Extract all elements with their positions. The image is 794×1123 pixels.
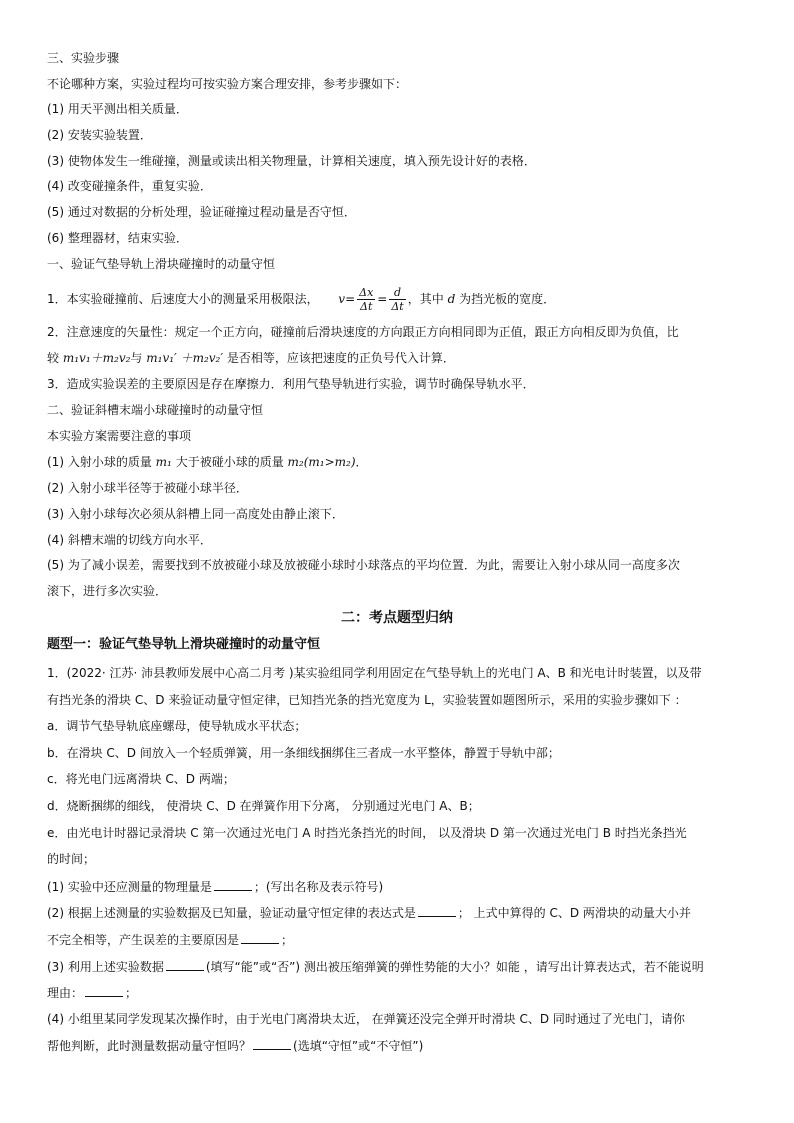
part2-note3: (3) 入射小球每次必须从斜槽上同一高度处由静止滚下． (47, 507, 344, 521)
part2-note2: (2) 入射小球半径等于被碰小球半径． (47, 481, 248, 495)
answer-blank-2[interactable] (418, 904, 456, 917)
answer-blank-3[interactable] (241, 931, 279, 944)
q1-step-b: b．在滑块 C、D 间放入一个轻质弹簧，用一条细线捆绑住三者成一水平整体，静置于导轨中部； (47, 746, 560, 760)
part1-point3: 3．造成实验误差的主要原因是存在摩擦力．利用气垫导轨进行实验，调节时确保导轨水平． (47, 377, 535, 391)
width-symbol: d (447, 292, 456, 306)
step-4: (4) 改变碰撞条件，重复实验． (47, 179, 212, 193)
answer-blank-4[interactable] (166, 958, 204, 971)
part2-note1: (1) 入射小球的质量 m₁ 大于被碰小球的质量 m₂(m₁>m₂)． (47, 455, 368, 469)
step-6: (6) 整理器材，结束实验． (47, 231, 188, 245)
part2-note5-line2: 滚下，进行多次实验． (47, 584, 168, 598)
part2-note4: (4) 斜槽末端的切线方向水平． (47, 533, 212, 547)
q1-stem-line1: 1．(2022· 江苏· 沛县教师发展中心高二月考 )某实验组同学利用固定在气垫导轨上的光电门 A、B 和光电计时装置，以及带 (47, 666, 702, 680)
q1-step-a: a．调节气垫导轨底座螺母，使导轨成水平状态； (47, 719, 307, 733)
step-1: (1) 用天平测出相关质量． (47, 102, 188, 116)
q1-sub2-line2: 不完全相等，产生误差的主要原因是 ； (47, 933, 294, 947)
point1-text-a: 1．本实验碰撞前、后速度大小的测量采用极限法， (47, 292, 319, 306)
q1-sub4-line1: (4) 小组里某同学发现某次操作时，由于光电门离滑块太近， 在弹簧还没完全弹开时滑块 C、D 同时通过了光电门，请你 (47, 1012, 685, 1026)
part1-heading: 一、验证气垫导轨上滑块碰撞时的动量守恒 (47, 257, 276, 271)
part2-intro: 本实验方案需要注意的事项 (47, 429, 192, 443)
section-title: 二：考点题型归纳 (341, 610, 453, 626)
step-5: (5) 通过对数据的分析处理，验证碰撞过程动量是否守恒． (47, 205, 356, 219)
momentum-after-expr: m₁v₁′ ＋m₂v₂′ (146, 351, 224, 365)
q1-step-e-line1: e．由光电计时器记录滑块 C 第一次通过光电门 A 时挡光条挡光的时间， 以及滑块 D 第一次通过光电门 B 时挡光条挡光 (47, 826, 687, 840)
answer-blank-5[interactable] (85, 984, 123, 997)
q1-step-e-line2: 的时间； (47, 852, 96, 866)
section3-intro: 不论哪种方案，实验过程均可按实验方案合理安排，参考步骤如下： (47, 77, 408, 91)
part1-point1: 1．本实验碰撞前、后速度大小的测量采用极限法， v= $\frac{\Delta x}{\Delta t}$ = $\frac{d}{\Delta t}$ ，其中 d 为挡光板的宽度． (47, 286, 556, 313)
q1-step-d: d．烧断捆绑的细线， 使滑块 C、D 在弹簧作用下分离， 分别通过光电门 A、B； (47, 799, 480, 813)
answer-blank-1[interactable] (214, 878, 252, 891)
point1-text-c: 为挡光板的宽度． (459, 292, 556, 306)
point1-text-b: ，其中 (407, 292, 444, 306)
q1-sub3-line2: 理由： ； (47, 986, 138, 1000)
mass-m1: m₁ (155, 455, 172, 469)
fraction-dx-dt: $\frac{\Delta x}{\Delta t}$ (359, 286, 374, 313)
q1-sub3-line1: (3) 利用上述实验数据 (填写“能”或“否”) 测出被压缩弹簧的弹性势能的大小？如能 ，请写出计算表达式，若不能说明 (47, 960, 704, 974)
part1-point2-line2: 较 m₁v₁＋m₂v₂与 m₁v₁′ ＋m₂v₂′ 是否相等，应该把速度的正负号代入计算． (47, 351, 455, 365)
momentum-before-expr: m₁v₁＋m₂v₂ (62, 351, 131, 365)
q1-sub4-line2: 帮他判断，此时测量数据动量守恒吗？ (选填“守恒”或“不守恒”) (47, 1039, 424, 1053)
part1-point2-line1: 2．注意速度的矢量性：规定一个正方向，碰撞前后滑块速度的方向跟正方向相同即为正值，跟正方向相反即为负值，比 (47, 325, 679, 339)
section3-heading: 三、实验步骤 (47, 51, 120, 65)
step-2: (2) 安装实验装置． (47, 128, 152, 142)
question-type-heading: 题型一：验证气垫导轨上滑块碰撞时的动量守恒 (47, 637, 321, 652)
fraction-d-dt: $\frac{d}{\Delta t}$ (391, 286, 404, 313)
q1-sub1: (1) 实验中还应测量的物理量是 ；(写出名称及表示符号) (47, 880, 384, 894)
part2-note5-line1: (5) 为了减小误差，需要找到不放被碰小球及放被碰小球时小球落点的平均位置．为此，需要让入射小球从同一高度多次 (47, 558, 680, 572)
q1-step-c: c．将光电门远离滑块 C、D 两端； (47, 772, 235, 786)
q1-stem-line2: 有挡光条的滑块 C、D 来验证动量守恒定律，已知挡光条的挡光宽度为 L，实验装置如题图所示，采用的实验步骤如下 ： (47, 693, 687, 707)
q1-sub2-line1: (2) 根据上述测量的实验数据及已知量，验证动量守恒定律的表达式是 ； 上式中算得的 C、D 两滑块的动量大小并 (47, 906, 691, 920)
part2-heading: 二、验证斜槽末端小球碰撞时的动量守恒 (47, 403, 264, 417)
mass-m2-condition: m₂(m₁>m₂) (287, 455, 356, 469)
answer-blank-6[interactable] (253, 1037, 291, 1050)
step-3: (3) 使物体发生一维碰撞，测量或读出相关物理量，计算相关速度，填入预先设计好的表格． (47, 154, 536, 168)
velocity-symbol: v (338, 292, 346, 306)
